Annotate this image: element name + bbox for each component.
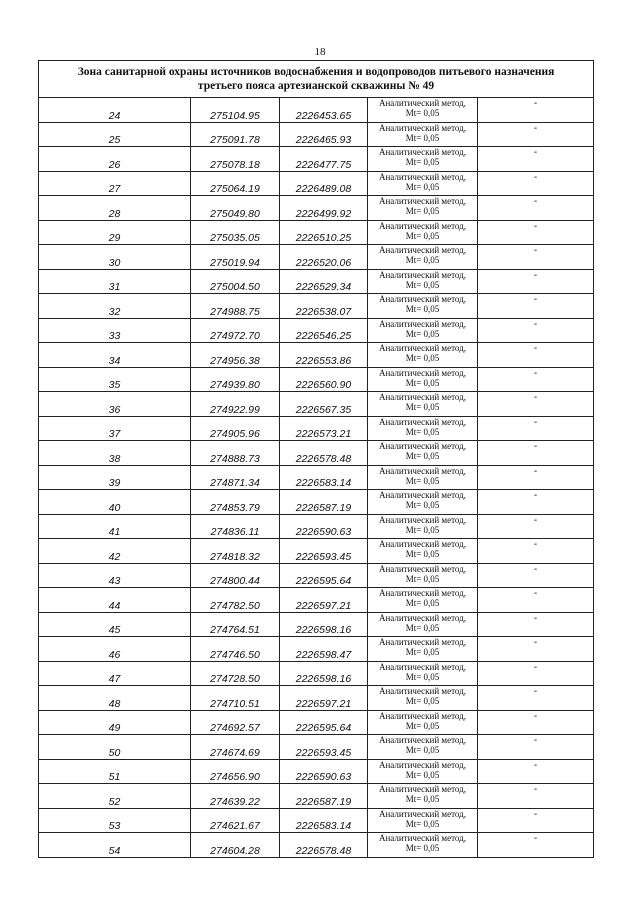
table-row bbox=[39, 661, 594, 686]
x-coordinate-cell: 274939.80 bbox=[191, 367, 280, 392]
table-row bbox=[39, 759, 594, 784]
table-row bbox=[39, 588, 594, 613]
method-cell bbox=[368, 343, 478, 368]
method-label: Аналитический метод, bbox=[378, 661, 467, 672]
method-label: Аналитический метод, bbox=[378, 294, 467, 304]
method-label: Аналитический метод, bbox=[378, 318, 467, 329]
method-cell bbox=[368, 563, 478, 588]
method-cell bbox=[368, 196, 478, 221]
note-cell: - bbox=[478, 808, 594, 833]
precision-label: Mt= 0,05 bbox=[405, 157, 440, 167]
note-cell: - bbox=[478, 465, 594, 490]
method-label: Аналитический метод, bbox=[378, 147, 467, 157]
method-cell bbox=[368, 220, 478, 245]
note-cell: - bbox=[478, 661, 594, 686]
precision-label: Mt= 0,05 bbox=[405, 108, 440, 118]
x-coordinate-cell: 274956.38 bbox=[191, 343, 280, 368]
x-coordinate-cell: 274621.67 bbox=[191, 808, 280, 833]
precision-label: Mt= 0,05 bbox=[405, 769, 440, 780]
method-cell bbox=[368, 588, 478, 613]
method-label: Аналитический метод, bbox=[378, 833, 467, 843]
method-cell bbox=[368, 514, 478, 539]
table-header-row bbox=[39, 61, 594, 98]
table-row bbox=[39, 514, 594, 539]
y-coordinate-cell: 2226560.90 bbox=[280, 367, 368, 392]
note-cell: - bbox=[478, 122, 594, 147]
point-number-cell: 51 bbox=[39, 759, 191, 784]
method-cell bbox=[368, 808, 478, 833]
x-coordinate-cell: 274853.79 bbox=[191, 490, 280, 515]
x-coordinate-cell: 275091.78 bbox=[191, 122, 280, 147]
precision-label: Mt= 0,05 bbox=[405, 304, 440, 314]
method-cell bbox=[368, 416, 478, 441]
method-label: Аналитический метод, bbox=[378, 465, 467, 476]
table-row bbox=[39, 171, 594, 196]
x-coordinate-cell: 274639.22 bbox=[191, 784, 280, 809]
method-label: Аналитический метод, bbox=[378, 490, 467, 500]
method-cell bbox=[368, 171, 478, 196]
table-title bbox=[39, 61, 594, 98]
page-number: 18 bbox=[314, 46, 326, 58]
precision-label: Mt= 0,05 bbox=[405, 377, 440, 388]
precision-label: Mt= 0,05 bbox=[405, 279, 440, 290]
x-coordinate-cell: 274922.99 bbox=[191, 392, 280, 417]
table-row bbox=[39, 269, 594, 294]
x-coordinate-cell: 274674.69 bbox=[191, 735, 280, 760]
note-cell: - bbox=[478, 392, 594, 417]
note-cell: - bbox=[478, 98, 594, 123]
method-cell bbox=[368, 784, 478, 809]
method-cell bbox=[368, 612, 478, 637]
precision-label: Mt= 0,05 bbox=[405, 745, 440, 755]
method-cell bbox=[368, 122, 478, 147]
table-row bbox=[39, 220, 594, 245]
y-coordinate-cell: 2226510.25 bbox=[280, 220, 368, 245]
method-label: Аналитический метод, bbox=[378, 269, 467, 280]
precision-label: Mt= 0,05 bbox=[405, 230, 440, 241]
y-coordinate-cell: 2226598.47 bbox=[280, 637, 368, 662]
method-label: Аналитический метод, bbox=[378, 539, 467, 549]
point-number-cell: 26 bbox=[39, 147, 191, 172]
table-row bbox=[39, 294, 594, 319]
y-coordinate-cell: 2226597.21 bbox=[280, 588, 368, 613]
point-number-cell: 41 bbox=[39, 514, 191, 539]
y-coordinate-cell: 2226477.75 bbox=[280, 147, 368, 172]
note-cell: - bbox=[478, 514, 594, 539]
method-label: Аналитический метод, bbox=[378, 612, 467, 623]
method-cell bbox=[368, 490, 478, 515]
y-coordinate-cell: 2226595.64 bbox=[280, 710, 368, 735]
y-coordinate-cell: 2226593.45 bbox=[280, 735, 368, 760]
point-number-cell: 29 bbox=[39, 220, 191, 245]
method-cell bbox=[368, 441, 478, 466]
note-cell: - bbox=[478, 637, 594, 662]
y-coordinate-cell: 2226573.21 bbox=[280, 416, 368, 441]
point-number-cell: 54 bbox=[39, 833, 191, 858]
y-coordinate-cell: 2226597.21 bbox=[280, 686, 368, 711]
point-number-cell: 36 bbox=[39, 392, 191, 417]
point-number-cell: 24 bbox=[39, 98, 191, 123]
precision-label: Mt= 0,05 bbox=[405, 206, 440, 216]
table-row bbox=[39, 343, 594, 368]
note-cell: - bbox=[478, 490, 594, 515]
point-number-cell: 43 bbox=[39, 563, 191, 588]
point-number-cell: 35 bbox=[39, 367, 191, 392]
point-number-cell: 25 bbox=[39, 122, 191, 147]
y-coordinate-cell: 2226546.25 bbox=[280, 318, 368, 343]
x-coordinate-cell: 274972.70 bbox=[191, 318, 280, 343]
point-number-cell: 32 bbox=[39, 294, 191, 319]
y-coordinate-cell: 2226578.48 bbox=[280, 441, 368, 466]
table-row bbox=[39, 808, 594, 833]
x-coordinate-cell: 274888.73 bbox=[191, 441, 280, 466]
table-body bbox=[39, 61, 594, 858]
x-coordinate-cell: 275004.50 bbox=[191, 269, 280, 294]
x-coordinate-cell: 274728.50 bbox=[191, 661, 280, 686]
y-coordinate-cell: 2226583.14 bbox=[280, 465, 368, 490]
method-cell bbox=[368, 465, 478, 490]
point-number-cell: 33 bbox=[39, 318, 191, 343]
note-cell: - bbox=[478, 588, 594, 613]
point-number-cell: 44 bbox=[39, 588, 191, 613]
point-number-cell: 34 bbox=[39, 343, 191, 368]
note-cell: - bbox=[478, 441, 594, 466]
table-title-line-1: Зона санитарной охраны источников водоснабжения и водопроводов питьевого назначения bbox=[77, 66, 555, 78]
point-number-cell: 31 bbox=[39, 269, 191, 294]
method-label: Аналитический метод, bbox=[378, 392, 467, 402]
y-coordinate-cell: 2226499.92 bbox=[280, 196, 368, 221]
y-coordinate-cell: 2226567.35 bbox=[280, 392, 368, 417]
note-cell: - bbox=[478, 784, 594, 809]
note-cell: - bbox=[478, 220, 594, 245]
table-row bbox=[39, 710, 594, 735]
table-row bbox=[39, 490, 594, 515]
precision-label: Mt= 0,05 bbox=[405, 843, 440, 853]
y-coordinate-cell: 2226520.06 bbox=[280, 245, 368, 270]
method-label: Аналитический метод, bbox=[378, 784, 467, 794]
note-cell: - bbox=[478, 294, 594, 319]
note-cell: - bbox=[478, 833, 594, 858]
table-row bbox=[39, 367, 594, 392]
precision-label: Mt= 0,05 bbox=[405, 475, 440, 486]
point-number-cell: 38 bbox=[39, 441, 191, 466]
x-coordinate-cell: 275104.95 bbox=[191, 98, 280, 123]
method-cell bbox=[368, 147, 478, 172]
method-label: Аналитический метод, bbox=[378, 98, 467, 108]
method-cell bbox=[368, 318, 478, 343]
method-cell bbox=[368, 269, 478, 294]
y-coordinate-cell: 2226553.86 bbox=[280, 343, 368, 368]
method-cell bbox=[368, 367, 478, 392]
method-cell bbox=[368, 710, 478, 735]
x-coordinate-cell: 274871.34 bbox=[191, 465, 280, 490]
table-title-line-2: третьего пояса артезианской скважины № 49 bbox=[197, 80, 435, 92]
x-coordinate-cell: 274746.50 bbox=[191, 637, 280, 662]
x-coordinate-cell: 274818.32 bbox=[191, 539, 280, 564]
note-cell: - bbox=[478, 563, 594, 588]
table-row bbox=[39, 147, 594, 172]
x-coordinate-cell: 275019.94 bbox=[191, 245, 280, 270]
point-number-cell: 30 bbox=[39, 245, 191, 270]
precision-label: Mt= 0,05 bbox=[405, 794, 440, 804]
note-cell: - bbox=[478, 318, 594, 343]
method-label: Аналитический метод, bbox=[378, 343, 467, 353]
method-label: Аналитический метод, bbox=[378, 563, 467, 574]
method-label: Аналитический метод, bbox=[378, 759, 467, 770]
note-cell: - bbox=[478, 612, 594, 637]
method-label: Аналитический метод, bbox=[378, 416, 467, 427]
method-label: Аналитический метод, bbox=[378, 196, 467, 206]
method-cell bbox=[368, 637, 478, 662]
method-label: Аналитический метод, bbox=[378, 367, 467, 378]
method-label: Аналитический метод, bbox=[378, 735, 467, 745]
y-coordinate-cell: 2226529.34 bbox=[280, 269, 368, 294]
y-coordinate-cell: 2226598.16 bbox=[280, 612, 368, 637]
point-number-cell: 48 bbox=[39, 686, 191, 711]
method-label: Аналитический метод, bbox=[378, 637, 467, 647]
table-row bbox=[39, 318, 594, 343]
table-row bbox=[39, 784, 594, 809]
x-coordinate-cell: 274710.51 bbox=[191, 686, 280, 711]
method-label: Аналитический метод, bbox=[378, 441, 467, 451]
method-cell bbox=[368, 686, 478, 711]
precision-label: Mt= 0,05 bbox=[405, 720, 440, 731]
method-label: Аналитический метод, bbox=[378, 171, 467, 182]
method-cell bbox=[368, 735, 478, 760]
y-coordinate-cell: 2226453.65 bbox=[280, 98, 368, 123]
method-label: Аналитический метод, bbox=[378, 588, 467, 598]
precision-label: Mt= 0,05 bbox=[405, 524, 440, 535]
table-row bbox=[39, 245, 594, 270]
precision-label: Mt= 0,05 bbox=[405, 181, 440, 192]
precision-label: Mt= 0,05 bbox=[405, 353, 440, 363]
precision-label: Mt= 0,05 bbox=[405, 549, 440, 559]
note-cell: - bbox=[478, 147, 594, 172]
method-cell bbox=[368, 98, 478, 123]
note-cell: - bbox=[478, 343, 594, 368]
precision-label: Mt= 0,05 bbox=[405, 671, 440, 682]
table-row bbox=[39, 563, 594, 588]
point-number-cell: 42 bbox=[39, 539, 191, 564]
y-coordinate-cell: 2226590.63 bbox=[280, 514, 368, 539]
note-cell: - bbox=[478, 367, 594, 392]
table-row bbox=[39, 98, 594, 123]
precision-label: Mt= 0,05 bbox=[405, 573, 440, 584]
note-cell: - bbox=[478, 269, 594, 294]
y-coordinate-cell: 2226595.64 bbox=[280, 563, 368, 588]
y-coordinate-cell: 2226578.48 bbox=[280, 833, 368, 858]
x-coordinate-cell: 274692.57 bbox=[191, 710, 280, 735]
precision-label: Mt= 0,05 bbox=[405, 402, 440, 412]
method-cell bbox=[368, 759, 478, 784]
method-label: Аналитический метод, bbox=[378, 514, 467, 525]
point-number-cell: 49 bbox=[39, 710, 191, 735]
y-coordinate-cell: 2226598.16 bbox=[280, 661, 368, 686]
x-coordinate-cell: 274782.50 bbox=[191, 588, 280, 613]
table-row bbox=[39, 686, 594, 711]
y-coordinate-cell: 2226583.14 bbox=[280, 808, 368, 833]
y-coordinate-cell: 2226489.08 bbox=[280, 171, 368, 196]
note-cell: - bbox=[478, 171, 594, 196]
method-label: Аналитический метод, bbox=[378, 808, 467, 819]
x-coordinate-cell: 275078.18 bbox=[191, 147, 280, 172]
point-number-cell: 28 bbox=[39, 196, 191, 221]
y-coordinate-cell: 2226593.45 bbox=[280, 539, 368, 564]
coordinates-table bbox=[38, 60, 594, 858]
method-cell bbox=[368, 294, 478, 319]
x-coordinate-cell: 274604.28 bbox=[191, 833, 280, 858]
method-cell bbox=[368, 833, 478, 858]
y-coordinate-cell: 2226587.19 bbox=[280, 784, 368, 809]
point-number-cell: 47 bbox=[39, 661, 191, 686]
precision-label: Mt= 0,05 bbox=[405, 500, 440, 510]
point-number-cell: 40 bbox=[39, 490, 191, 515]
note-cell: - bbox=[478, 686, 594, 711]
table-row bbox=[39, 196, 594, 221]
x-coordinate-cell: 275049.80 bbox=[191, 196, 280, 221]
note-cell: - bbox=[478, 245, 594, 270]
precision-label: Mt= 0,05 bbox=[405, 328, 440, 339]
method-cell bbox=[368, 539, 478, 564]
note-cell: - bbox=[478, 539, 594, 564]
table-row bbox=[39, 416, 594, 441]
table-row bbox=[39, 122, 594, 147]
point-number-cell: 39 bbox=[39, 465, 191, 490]
method-label: Аналитический метод, bbox=[378, 686, 467, 696]
point-number-cell: 27 bbox=[39, 171, 191, 196]
x-coordinate-cell: 275035.05 bbox=[191, 220, 280, 245]
note-cell: - bbox=[478, 416, 594, 441]
precision-label: Mt= 0,05 bbox=[405, 255, 440, 265]
point-number-cell: 52 bbox=[39, 784, 191, 809]
note-cell: - bbox=[478, 196, 594, 221]
point-number-cell: 45 bbox=[39, 612, 191, 637]
note-cell: - bbox=[478, 759, 594, 784]
table-row bbox=[39, 833, 594, 858]
table-row bbox=[39, 392, 594, 417]
x-coordinate-cell: 274836.11 bbox=[191, 514, 280, 539]
method-cell bbox=[368, 392, 478, 417]
y-coordinate-cell: 2226465.93 bbox=[280, 122, 368, 147]
method-cell bbox=[368, 661, 478, 686]
note-cell: - bbox=[478, 710, 594, 735]
y-coordinate-cell: 2226590.63 bbox=[280, 759, 368, 784]
table-row bbox=[39, 735, 594, 760]
x-coordinate-cell: 274800.44 bbox=[191, 563, 280, 588]
x-coordinate-cell: 275064.19 bbox=[191, 171, 280, 196]
point-number-cell: 37 bbox=[39, 416, 191, 441]
method-label: Аналитический метод, bbox=[378, 245, 467, 255]
precision-label: Mt= 0,05 bbox=[405, 818, 440, 829]
point-number-cell: 46 bbox=[39, 637, 191, 662]
table-row bbox=[39, 637, 594, 662]
table-row bbox=[39, 441, 594, 466]
table-row bbox=[39, 465, 594, 490]
y-coordinate-cell: 2226587.19 bbox=[280, 490, 368, 515]
precision-label: Mt= 0,05 bbox=[405, 451, 440, 461]
point-number-cell: 50 bbox=[39, 735, 191, 760]
x-coordinate-cell: 274988.75 bbox=[191, 294, 280, 319]
precision-label: Mt= 0,05 bbox=[405, 622, 440, 633]
x-coordinate-cell: 274764.51 bbox=[191, 612, 280, 637]
x-coordinate-cell: 274656.90 bbox=[191, 759, 280, 784]
precision-label: Mt= 0,05 bbox=[405, 647, 440, 657]
y-coordinate-cell: 2226538.07 bbox=[280, 294, 368, 319]
table-row bbox=[39, 612, 594, 637]
precision-label: Mt= 0,05 bbox=[405, 426, 440, 437]
method-label: Аналитический метод, bbox=[378, 122, 467, 133]
table-row bbox=[39, 539, 594, 564]
precision-label: Mt= 0,05 bbox=[405, 696, 440, 706]
method-label: Аналитический метод, bbox=[378, 220, 467, 231]
precision-label: Mt= 0,05 bbox=[405, 598, 440, 608]
method-cell bbox=[368, 245, 478, 270]
method-label: Аналитический метод, bbox=[378, 710, 467, 721]
x-coordinate-cell: 274905.96 bbox=[191, 416, 280, 441]
note-cell: - bbox=[478, 735, 594, 760]
point-number-cell: 53 bbox=[39, 808, 191, 833]
precision-label: Mt= 0,05 bbox=[405, 132, 440, 143]
